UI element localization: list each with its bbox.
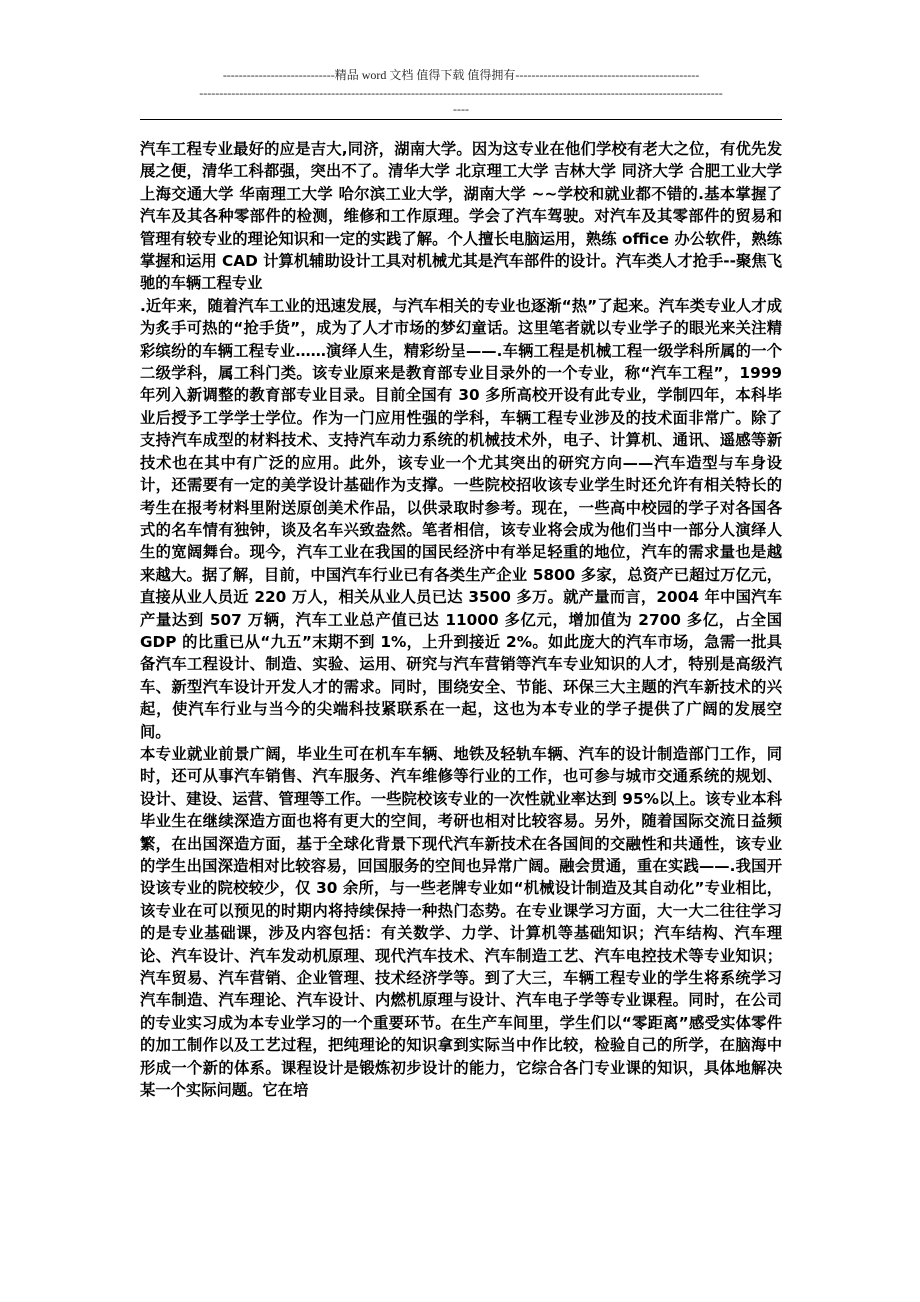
paragraph-intro: 汽车工程专业最好的应是吉大,同济，湖南大学。因为这专业在他们学校有老大之位，有优先发展之便，清华工科都强，突出不了。清华大学 北京理工大学 吉林大学 同济大学 合肥工业大学 上海交通大学 华南理工大学 哈尔滨工业大学，湖南大学 ~~学校和就业都不错的.基本掌握了汽车及其各种零部件的检测，维修和工作原理。学会了汽车驾驶。对汽车及其零部件的贸易和管理有较专业的理论知识和一定的实践了解。个人擅长电脑运用，熟练 office 办公软件，熟练掌握和运用 CAD 计算机辅助设计工具对机械尤其是汽车部件的设计。汽车类人才抢手--聚焦飞驰的车辆工程专业 bbox=[140, 140, 782, 293]
document-body bbox=[140, 138, 782, 1101]
paragraph-employment: 本专业就业前景广阔，毕业生可在机车车辆、地铁及轻轨车辆、汽车的设计制造部门工作，同时，还可从事汽车销售、汽车服务、汽车维修等行业的工作，也可参与城市交通系统的规划、设计、建设、运营、管理等工作。一些院校该专业的一次性就业率达到 95%以上。该专业本科毕业生在继续深造方面也将有更大的空间，考研也相对比较容易。另外，随着国际交流日益频繁，在出国深造方面，基于全球化背景下现代汽车新技术在各国间的交融性和共通性，该专业的学生出国深造相对比较容易，回国服务的空间也异常广阔。融会贯通，重在实践——.我国开设该专业的院校较少，仅 30 余所，与一些老牌专业如“机械设计制造及其自动化”专业相比，该专业在可以预见的时期内将持续保持一种热门态势。在专业课学习方面，大一大二往往学习的是专业基础课，涉及内容包括：有关数学、力学、计算机等基础知识；汽车结构、汽车理论、汽车设计、汽车发动机原理、现代汽车技术、汽车制造工艺、汽车电控技术等专业知识；汽车贸易、汽车营销、企业管理、技术经济学等。到了大三，车辆工程专业的学生将系统学习汽车制造、汽车理论、汽车设计、内燃机原理与设计、汽车电子学等专业课程。同时，在公司的专业实习成为本专业学习的一个重要环节。在生产车间里，学生们以“零距离”感受实体零件的加工制作以及工艺过程，把纯理论的知识拿到实际当中作比较，检验自己的所学，在脑海中形成一个新的体系。课程设计是锻炼初步设计的能力，它综合各门专业课的知识，具体地解决某一个实际问题。它在培 bbox=[140, 744, 782, 1100]
header-dash-line: ----------------------------------------------------------------------------------------------------------------------------------- bbox=[199, 86, 723, 100]
paragraph-industry: .近年来，随着汽车工业的迅速发展，与汽车相关的专业也逐渐“热”了起来。汽车类专业人才成为炙手可热的“抢手货”，成为了人才市场的梦幻童话。这里笔者就以专业学子的眼光来关注精彩缤纷的车辆工程专业……演绎人生，精彩纷呈——.车辆工程是机械工程一级学科所属的一个二级学科，属工科门类。该专业原来是教育部专业目录外的一个专业，称“汽车工程”，1999 年列入新调整的教育部专业目录。目前全国有 30 多所高校开设有此专业，学制四年，本科毕业后授予工学学士学位。作为一门应用性强的学科，车辆工程专业涉及的技术面非常广。除了支持汽车成型的材料技术、支持汽车动力系统的机械技术外，电子、计算机、通讯、遥感等新技术也在其中有广泛的应用。此外，该专业一个尤其突出的研究方向——汽车造型与车身设计，还需要有一定的美学设计基础作为支撑。一些院校招收该专业学生时还允许有相关特长的考生在报考材料里附送原创美术作品，以供录取时参考。现在，一些高中校园的学子对各国各式的名车情有独钟，谈及名车兴致盎然。笔者相信，该专业将会成为他们当中一部分人演绎人生的宽阔舞台。现今，汽车工业在我国的国民经济中有举足轻重的地位，汽车的需求量也是越来越大。据了解，目前，中国汽车行业已有各类生产企业 5800 多家，总资产已超过万亿元，直接从业人员近 220 万人，相关从业人员已达 3500 多万。就产量而言，2004 年中国汽车产量达到 507 万辆，汽车工业总产值已达 11000 多亿元，增加值为 2700 多亿，占全国 GDP 的比重已从“九五”末期不到 1%，上升到接近 2%。如此庞大的汽车市场，急需一批具备汽车工程设计、制造、实验、运用、研究与汽车营销等汽车专业知识的人才，特别是高级汽车、新型汽车设计开发人才的需求。同时，围绕安全、节能、环保三大主题的汽车新技术的兴起，使汽车行业与当今的尖端科技紧联系在一起，这也为本专业的学子提供了广阔的发展空间。 bbox=[140, 296, 782, 741]
header-dash-tail: ---- bbox=[453, 102, 469, 116]
header-banner: ----------------------------精品 word 文档 值得下载 值得拥有---------------------------------------------- bbox=[222, 68, 700, 82]
header-rule bbox=[140, 119, 782, 120]
